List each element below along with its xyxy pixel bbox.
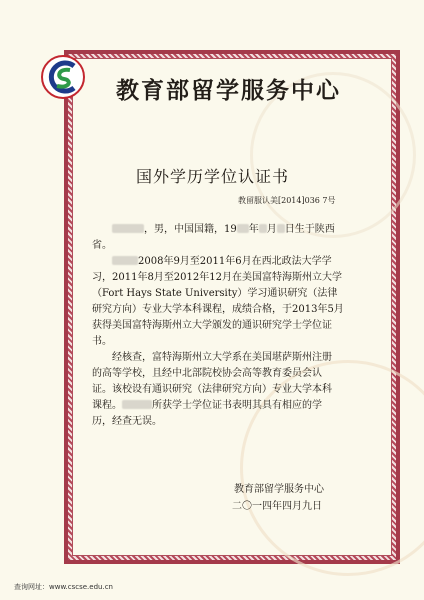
query-url-link[interactable]: www.cscse.edu.cn — [49, 583, 113, 591]
cscse-logo-icon — [40, 54, 86, 100]
redacted-year — [237, 224, 249, 233]
footer-query — [14, 582, 113, 592]
reference-number: 教留服认美[2014]036 7号 — [238, 196, 336, 205]
redacted-month — [259, 224, 267, 233]
certificate-title: 国外学历学位认证书 — [136, 167, 290, 186]
issue-date: 二〇一四年四月九日 — [232, 501, 322, 512]
paragraph-education: 2008年9月至2011年6月在西北政法大学学 习，2011年8月至2012年12月在美国富特海斯州立大学 （Fort Hays State University）学习通识研究（法律 研究方向）专业大学本科课程，成绩合格，于2013年5月 获得美国富特海斯州立大学颁发的通识研究学士学位证 书。 — [92, 256, 344, 347]
redacted-name — [122, 400, 152, 409]
redacted-name — [112, 224, 144, 233]
organization-title: 教育部留学服务中心 — [116, 77, 341, 104]
redacted-name — [112, 256, 138, 265]
paragraph-verification: 经核查，富特海斯州立大学系在美国堪萨斯州注册 的高等学校，且经中北部院校协会高等教育委员会认 证。该校设有通识研究（法律研究方向）专业大学本科 课程。 所获学士学位证书表明其具有相应的学 历，经查无误。 — [92, 352, 332, 427]
signature-organization: 教育部留学服务中心 — [234, 484, 324, 495]
paragraph-personal-info: ，男，中国国籍，19 年 月 日生于陕西 省。 — [92, 224, 335, 251]
redacted-day — [277, 224, 285, 233]
query-label: 查询网址： — [14, 583, 49, 591]
